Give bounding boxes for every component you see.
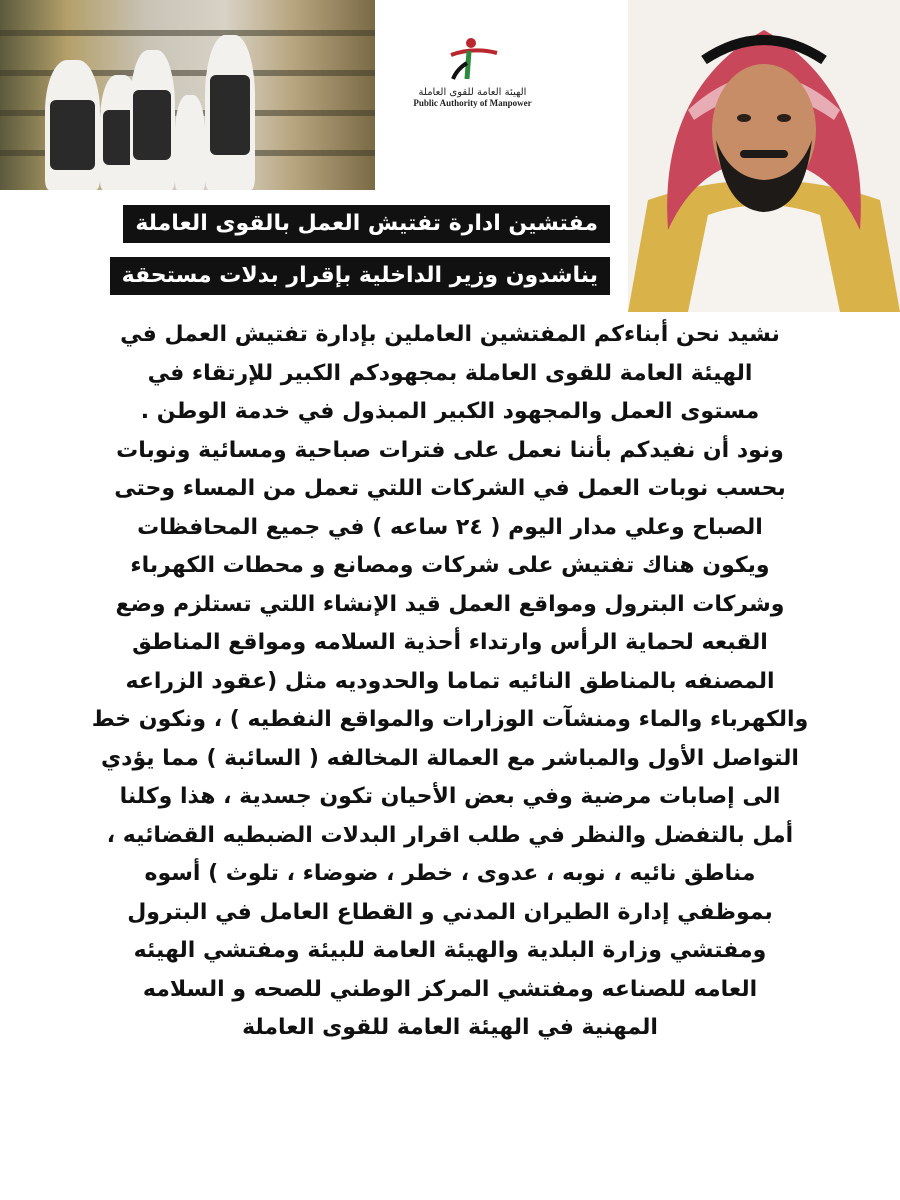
logo-name-english: Public Authority of Manpower [413, 97, 532, 108]
minister-portrait [628, 0, 900, 312]
body-line: المصنفه بالمناطق النائيه تماما والحدوديه مثل (عقود الزراعه [125, 668, 775, 694]
body-line: مناطق نائيه ، نوبه ، عدوى ، خطر ، ضوضاء ، تلوث ) أسوه [144, 861, 756, 886]
statement-body [20, 316, 880, 1048]
body-line: الهيئة العامة للقوى العاملة بمجهودكم الكبير للإرتقاء في [147, 360, 753, 386]
body-line: الصباح وعلي مدار اليوم ( ٢٤ ساعه ) في جميع المحافظات [137, 514, 763, 540]
manpower-logo-icon [443, 33, 503, 83]
body-line: ومفتشي وزارة البلدية والهيئة العامة للبيئة ومفتشي الهيئه [133, 938, 767, 963]
body-line: بموظفي إدارة الطيران المدني و القطاع العامل في البترول [127, 899, 773, 925]
body-line: أمل بالتفضل والنظر في طلب اقرار البدلات الضبطيه القضائيه ، [106, 822, 794, 848]
headline-line-1: مفتشين ادارة تفتيش العمل بالقوى العاملة [123, 205, 610, 243]
authority-logo [385, 10, 560, 130]
body-line: ونود أن نفيدكم بأننا نعمل على فترات صباحية ومسائية ونوبات [116, 437, 784, 463]
logo-name-arabic: الهيئة العامة للقوى العاملة [418, 86, 527, 98]
body-line: المهنية في الهيئة العامة للقوى العاملة [242, 1015, 658, 1040]
portrait-icon [628, 0, 900, 312]
headline-line-2: يناشدون وزير الداخلية بإقرار بدلات مستحقة [110, 257, 610, 295]
body-line: التواصل الأول والمباشر مع العمالة المخالفه ( السائبة ) مما يؤدي [101, 745, 799, 771]
body-line: والكهرباء والماء ومنشآت الوزارات والمواقع النفطيه ) ، ونكون خط [91, 707, 809, 732]
body-line: وشركات البترول ومواقع العمل قيد الإنشاء اللتي تستلزم وضع [115, 591, 785, 617]
inspectors-photo [0, 0, 375, 190]
body-line: العامه للصناعه ومفتشي المركز الوطني للصحه و السلامه [142, 976, 758, 1002]
body-line: الى إصابات مرضية وفي بعض الأحيان تكون جسدية ، هذا وكلنا [119, 784, 781, 809]
body-line: ويكون هناك تفتيش على شركات ومصانع و محطات الكهرباء [130, 553, 770, 578]
body-line: مستوى العمل والمجهود الكبير المبذول في خدمة الوطن . [140, 399, 760, 424]
body-line: القبعه لحماية الرأس وارتداء أحذية السلامه ومواقع المناطق [132, 630, 768, 655]
body-line: بحسب نوبات العمل في الشركات اللتي تعمل من المساء وحتى [114, 476, 786, 501]
body-line: نشيد نحن أبناءكم المفتشين العاملين بإدارة تفتيش العمل في [120, 322, 780, 347]
